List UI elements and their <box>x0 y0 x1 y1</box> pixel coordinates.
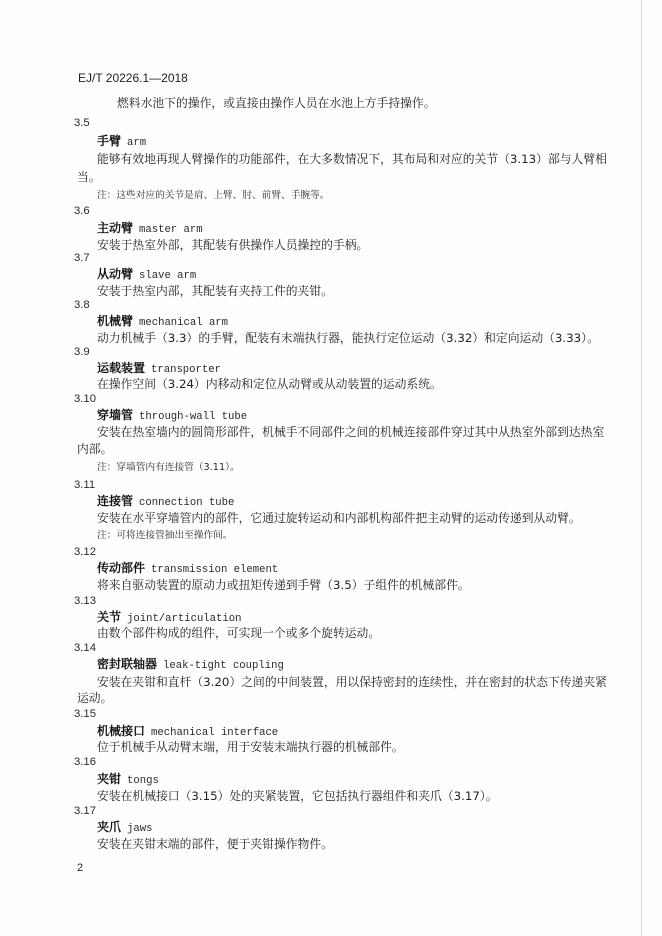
note: 注：穿墙管内有连接管（3.11）。 <box>97 462 240 473</box>
term-chinese: 关节 <box>97 610 122 624</box>
term-heading <box>97 609 241 625</box>
term-heading <box>97 819 152 835</box>
term-chinese: 穿墙管 <box>97 408 134 422</box>
definition-line: 位于机械手从动臂末端，用于安装末端执行器的机械部件。 <box>97 740 404 754</box>
term-heading <box>97 493 234 509</box>
definition-line: 安装在夹钳末端的部件，便于夹钳操作物件。 <box>97 837 333 851</box>
definition-line: 动力机械手（3.3）的手臂，配装有末端执行器，能执行定位运动（3.32）和定向运动（3.33）。 <box>97 331 599 345</box>
clause-number: 3.12 <box>74 546 96 558</box>
term-english: tongs <box>127 775 159 787</box>
term-english: connection tube <box>139 497 235 509</box>
term-chinese: 夹钳 <box>97 772 122 786</box>
clause-number: 3.6 <box>74 205 90 217</box>
definition-line: 运动。 <box>77 691 113 705</box>
definition-line: 安装在夹钳和直杆（3.20）之间的中间装置，用以保持密封的连续性，并在密封的状态下传递夹紧 <box>97 675 607 689</box>
term-chinese: 连接管 <box>97 494 134 508</box>
clause-number: 3.8 <box>74 299 90 311</box>
term-chinese: 密封联轴器 <box>97 657 158 671</box>
term-english: leak-tight coupling <box>163 660 284 672</box>
term-chinese: 运载装置 <box>97 361 146 375</box>
term-heading <box>97 656 284 672</box>
term-heading <box>97 407 247 423</box>
term-heading <box>97 220 203 236</box>
term-heading <box>97 560 278 576</box>
definition-line: 在操作空间（3.24）内移动和定位从动臂或从动装置的运动系统。 <box>97 377 442 391</box>
term-english: mechanical interface <box>151 727 279 739</box>
term-heading <box>97 266 196 282</box>
definition-line: 当。 <box>77 170 101 184</box>
definition-line: 安装于热室外部，其配装有供操作人员操控的手柄。 <box>97 238 369 252</box>
note: 注：这些对应的关节是肩、上臂、肘、前臂、手腕等。 <box>97 190 330 201</box>
term-chinese: 机械臂 <box>97 314 134 328</box>
scan-edge-line <box>641 0 642 936</box>
page-number: 2 <box>77 862 84 874</box>
term-english: mechanical arm <box>139 317 229 329</box>
clause-number: 3.16 <box>74 756 96 768</box>
term-chinese: 手臂 <box>97 134 122 148</box>
term-english: slave arm <box>139 270 197 282</box>
term-chinese: 传动部件 <box>97 561 146 575</box>
term-chinese: 主动臂 <box>97 221 134 235</box>
term-english: transporter <box>151 364 221 376</box>
definition-line: 能够有效地再现人臂操作的功能部件，在大多数情况下，其布局和对应的关节（3.13）部与人臂相 <box>97 152 607 166</box>
term-chinese: 夹爪 <box>97 820 122 834</box>
definition-line: 由数个部件构成的组件，可实现一个或多个旋转运动。 <box>97 626 381 640</box>
clause-number: 3.14 <box>74 642 96 654</box>
term-english: through-wall tube <box>139 411 248 423</box>
term-english: master arm <box>139 224 203 236</box>
definition-line: 安装在水平穿墙管内的部件，它通过旋转运动和内部机构部件把主动臂的运动传递到从动臂。 <box>97 511 581 525</box>
term-english: transmission element <box>151 564 279 576</box>
definition-line: 内部。 <box>77 442 113 456</box>
clause-number: 3.15 <box>74 708 96 720</box>
continued-paragraph: 燃料水池下的操作，或直接由操作人员在水池上方手持操作。 <box>117 96 436 110</box>
clause-number: 3.13 <box>74 595 96 607</box>
definition-line: 安装于热室内部，其配装有夹持工件的夹钳。 <box>97 284 333 298</box>
document-code-header: EJ/T 20226.1—2018 <box>78 71 188 85</box>
definition-line: 将来自驱动装置的原动力或扭矩传递到手臂（3.5）子组件的机械部件。 <box>97 578 470 592</box>
clause-number: 3.7 <box>74 252 90 264</box>
clause-number: 3.9 <box>74 346 90 358</box>
clause-number: 3.10 <box>74 393 96 405</box>
term-heading <box>97 723 278 739</box>
clause-number: 3.17 <box>74 805 96 817</box>
term-heading <box>97 771 159 787</box>
term-english: jaws <box>127 823 153 835</box>
term-heading <box>97 360 221 376</box>
term-english: arm <box>127 137 147 149</box>
term-heading <box>97 313 228 329</box>
clause-number: 3.11 <box>74 479 96 491</box>
term-chinese: 从动臂 <box>97 267 134 281</box>
clause-number: 3.5 <box>74 117 90 129</box>
term-english: joint/articulation <box>127 613 242 625</box>
definition-line: 安装在机械接口（3.15）处的夹紧装置，它包括执行器组件和夹爪（3.17）。 <box>97 789 498 803</box>
term-chinese: 机械接口 <box>97 724 146 738</box>
definition-line: 安装在热室墙内的圆筒形部件，机械手不同部件之间的机械连接部件穿过其中从热室外部到达热室 <box>97 425 605 439</box>
note: 注：可将连接管抽出至操作间。 <box>97 530 233 541</box>
term-heading <box>97 133 146 149</box>
